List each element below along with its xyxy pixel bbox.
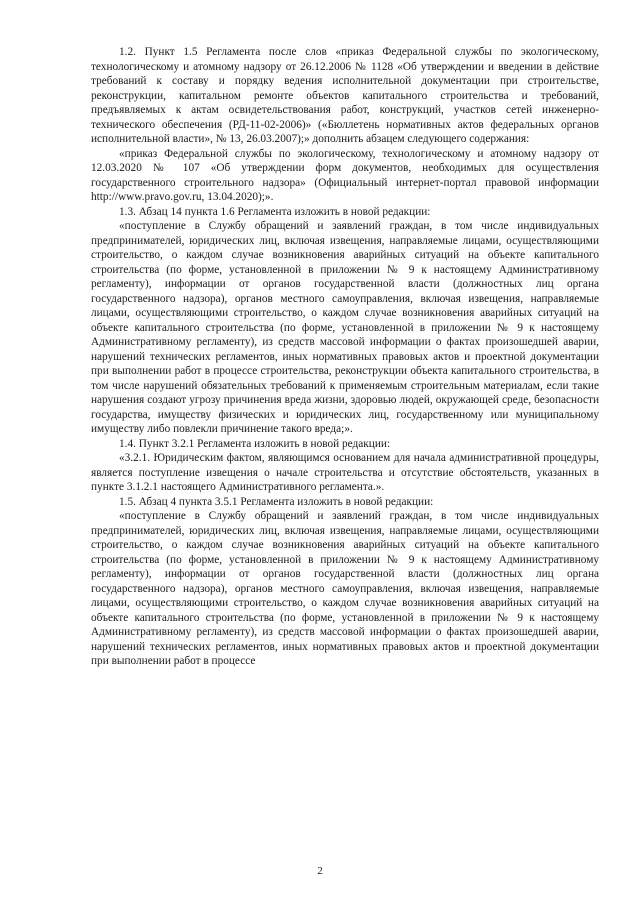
- paragraph-1-5: 1.5. Абзац 4 пункта 3.5.1 Регламента изложить в новой редакции:: [119, 495, 434, 508]
- paragraph-1-3: 1.3. Абзац 14 пункта 1.6 Регламента изложить в новой редакции:: [119, 205, 431, 218]
- paragraph-1-4: 1.4. Пункт 3.2.1 Регламента изложить в новой редакции:: [119, 437, 391, 450]
- paragraph-1-2: 1.2. Пункт 1.5 Регламента после слов «приказ Федеральной службы по экологическому, технологическому и атомному надзору от 26.12.2006 № 1128 «Об утверждении и введении в действие требований к составу и порядку ведения исполнительной документации при строительстве, реконструкции, капитальном ремонте объектов капитального строительства и требований, предъявляемых к актам освидетельствования работ, конструкций, участков сетей инженерно-технического обеспечения (РД-11-02-2006)» («Бюллетень нормативных актов федеральных органов исполнительной власти», № 13, 26.03.2007);» дополнить абзацем следующего содержания:: [91, 46, 599, 145]
- paragraph-order-107: «приказ Федеральной службы по экологическому, технологическому и атомному надзору от 12.03.2020 № 107 «Об утверждении форм документов, необходимых для осуществления государственного строительного надзора» (Официальный интернет-портал правовой информации http://www.pravo.gov.ru, 13.04.2020);».: [91, 147, 599, 203]
- paragraph-abzac-14: «поступление в Службу обращений и заявлений граждан, в том числе индивидуальных предпринимателей, юридических лиц, включая извещения, направляемые лицами, осуществляющими строительство, о каждом случае возникновения аварийных ситуаций на объекте капитального строительства (по форме, установленной в приложении № 9 к настоящему Административному регламенту), информации от органов государственной власти (должностных лиц органа государственного надзора), органов местного самоуправления, включая извещения, направляемые лицами, осуществляющими строительство, о каждом случае возникновения аварийных ситуаций на объекте капитального строительства (по форме, установленной в приложении № 9 к настоящему Административному регламенту), из средств массовой информации о фактах произошедшей аварии, нарушений технических регламентов, иных нормативных правовых актов и проектной документации при выполнении работ в процессе строительства, реконструкции объекта капитального строительства, в том числе нарушений обязательных требований к применяемым строительным материалам, если такие нарушения создают угрозу причинения вреда жизни, здоровью людей, окружающей среде, безопасности государства, имуществу физических и юридических лиц, государственному или муниципальному имуществу либо повлекли причинение такого вреда;».: [91, 220, 599, 435]
- page-number: 2: [317, 865, 323, 877]
- document-body: [91, 45, 599, 669]
- paragraph-3-2-1: «3.2.1. Юридическим фактом, являющимся основанием для начала административной процедуры, является поступление извещения о начале строительства и отсутствие обстоятельств, указанных в пункте 3.1.2.1 настоящего Административного регламента.».: [91, 452, 599, 493]
- paragraph-abzac-4: «поступление в Службу обращений и заявлений граждан, в том числе индивидуальных предпринимателей, юридических лиц, включая извещения, направляемые лицами, осуществляющими строительство, о каждом случае возникновения аварийных ситуаций на объекте капитального строительства (по форме, установленной в приложении № 9 к настоящему Административному регламенту), информации от органов государственной власти (должностных лиц органа государственного надзора), органов местного самоуправления, включая извещения, направляемые лицами, осуществляющими строительство, о каждом случае возникновения аварийных ситуаций на объекте капитального строительства (по форме, установленной в приложении № 9 к настоящему Административному регламенту), из средств массовой информации о фактах произошедшей аварии, нарушений технических регламентов, иных нормативных правовых актов и проектной документации при выполнении работ в процессе: [91, 510, 599, 667]
